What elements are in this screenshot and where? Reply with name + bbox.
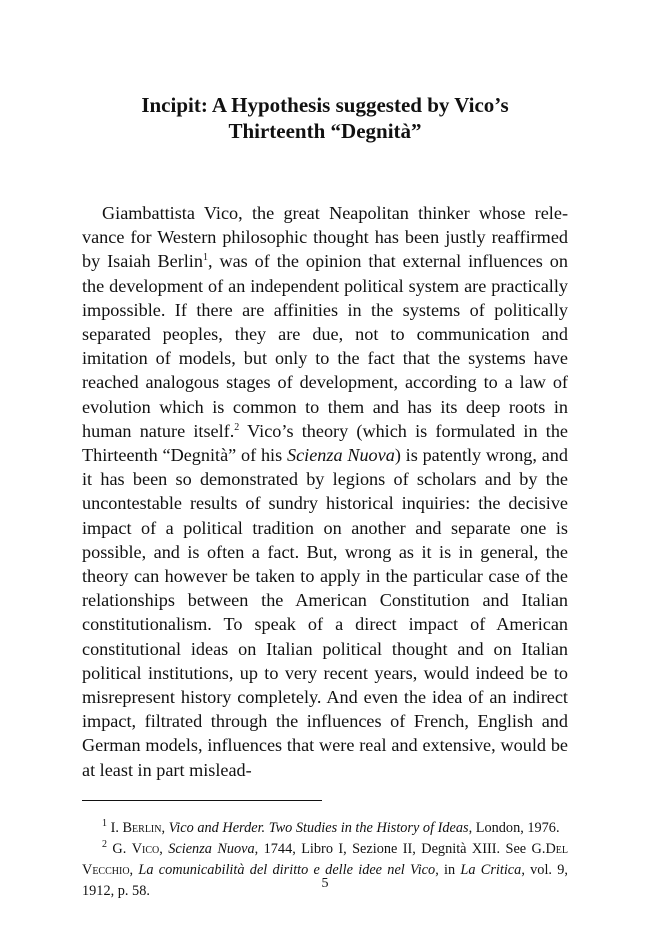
- footnote-2-author: Vico: [131, 841, 160, 858]
- paragraph-text-1: Giambattista Vico, the great Neapolitan thinker whose relevance for Western philosophic thought has been justly reaffirmed by Isaiah Berlin: [82, 203, 568, 272]
- footnote-separator: [82, 800, 322, 801]
- footnote-1: [82, 818, 568, 839]
- footnote-2-sep-2: ,: [129, 862, 139, 879]
- footnote-2-mid: , 1744, Libro I, Sezione II, Degnità XIII. See: [254, 841, 532, 858]
- footnote-2-sep: ,: [159, 841, 169, 858]
- body-paragraph: [82, 201, 568, 782]
- paragraph-italic-title: Scienza Nuova: [286, 445, 395, 466]
- page-number: 5: [321, 876, 329, 891]
- paragraph-text-3: Vico’s theory (which is formulated in the Thirteenth “Degnità” of his: [82, 420, 568, 466]
- paragraph-text-4: ) is patently wrong, and it has been so demonstrated by legions of scholars and by the uncontestable results of sundry historical inquiries: the decisive impact of a political tradition on another and separate one is possible, and is often a fact. But, wrong as it is in general, the theory can however be taken to apply in the particular case of the relationships between the American Constitution and Italian constitutionalism. To speak of a direct impact of American constitutional ideas on Italian political thought and on Italian political institutions, up to very recent years, would indeed be to misrepresent history completely. And even the idea of an indirect impact, filtrated through the influences of French, English and German models, influences that were real and extensive, would be at least in part mislead-: [82, 445, 568, 780]
- footnote-2-initial-2: G.: [531, 841, 546, 858]
- footnote-2-title: Scienza Nuova: [168, 841, 255, 858]
- chapter-title-line-2: Thirteenth “Degnità”: [228, 119, 422, 143]
- footnote-2-mid-2: , in: [435, 862, 461, 879]
- footnote-1-initial: I.: [110, 820, 123, 837]
- footnote-1-sep: ,: [161, 820, 169, 837]
- footnote-ref-1[interactable]: 1: [202, 252, 208, 264]
- chapter-title: [82, 92, 568, 144]
- footnote-2-rest: , vol. 9, 1912, p. 58.: [82, 862, 568, 900]
- chapter-title-line-1: Incipit: A Hypothesis suggested by Vico’s: [141, 93, 509, 117]
- footnote-2-initial: G.: [112, 841, 132, 858]
- footnote-1-author: Berlin: [122, 820, 162, 837]
- footnote-2-author-2: Del Vecchio: [82, 841, 568, 879]
- footnote-1-title: Vico and Herder. Two Studies in the History of Ideas: [168, 820, 469, 837]
- page-content: [82, 92, 568, 902]
- footnote-ref-2[interactable]: 2: [234, 421, 240, 433]
- paragraph-text-2: , was of the opinion that external influences on the development of an independent political system are practically impossible. If there are affinities in the systems of politically separated peoples, they are due, not to communication and imitation of models, but only to the fact that the systems have reached analogous stages of development, according to a law of evolution which is common to them and has its deep roots in human nature itself.: [82, 251, 568, 441]
- footnote-2-mark: 2: [102, 839, 107, 851]
- footnote-1-rest: , London, 1976.: [468, 820, 560, 837]
- footnote-2: [82, 839, 568, 902]
- footnote-2-title-2: La comunicabilità del diritto e delle idee nel Vico: [138, 862, 436, 879]
- footnote-1-mark: 1: [102, 818, 107, 830]
- footnote-2-journal: La Critica: [460, 862, 522, 879]
